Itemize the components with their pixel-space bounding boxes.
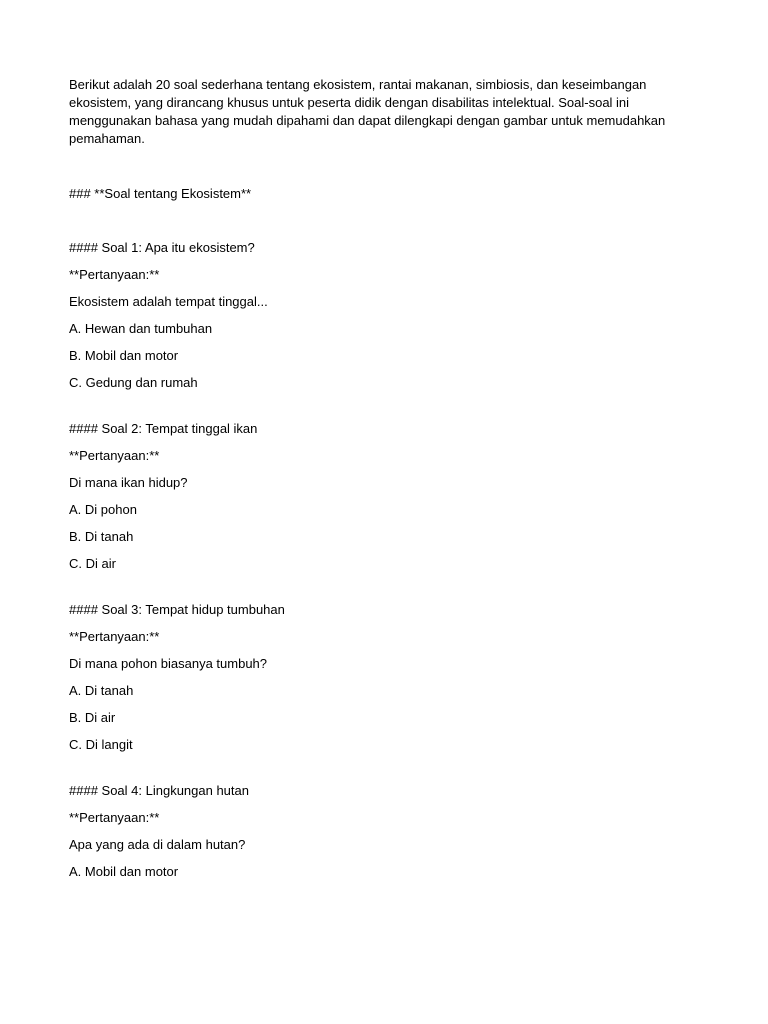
answer-option: A. Hewan dan tumbuhan (69, 321, 213, 336)
answer-options (69, 320, 709, 392)
question-text: Apa yang ada di dalam hutan? (69, 837, 246, 852)
question-label: **Pertanyaan:** (69, 810, 160, 825)
question-block-2 (69, 420, 709, 573)
answer-options (69, 682, 709, 754)
question-heading: #### Soal 3: Tempat hidup tumbuhan (69, 602, 285, 617)
answer-option: A. Di pohon (69, 502, 137, 517)
answer-option: C. Di air (69, 556, 116, 571)
question-heading: #### Soal 2: Tempat tinggal ikan (69, 421, 258, 436)
question-heading: #### Soal 1: Apa itu ekosistem? (69, 240, 255, 255)
document-page (69, 76, 709, 909)
question-block-1 (69, 239, 709, 392)
answer-option: A. Mobil dan motor (69, 864, 179, 879)
answer-option: A. Di tanah (69, 683, 134, 698)
section-heading: ### **Soal tentang Ekosistem** (69, 186, 252, 201)
answer-options (69, 863, 709, 881)
answer-option: C. Di langit (69, 737, 133, 752)
question-text: Di mana pohon biasanya tumbuh? (69, 656, 268, 671)
question-heading: #### Soal 4: Lingkungan hutan (69, 783, 249, 798)
answer-option: B. Di tanah (69, 529, 134, 544)
question-label: **Pertanyaan:** (69, 629, 160, 644)
question-label: **Pertanyaan:** (69, 448, 160, 463)
question-label: **Pertanyaan:** (69, 267, 160, 282)
question-text: Di mana ikan hidup? (69, 475, 188, 490)
answer-option: B. Di air (69, 710, 116, 725)
answer-option: C. Gedung dan rumah (69, 375, 198, 390)
answer-option: B. Mobil dan motor (69, 348, 179, 363)
question-text: Ekosistem adalah tempat tinggal... (69, 294, 268, 309)
answer-options (69, 501, 709, 573)
question-block-3 (69, 601, 709, 754)
question-block-4 (69, 782, 709, 881)
intro-paragraph: Berikut adalah 20 soal sederhana tentang ekosistem, rantai makanan, simbiosis, dan keseimbangan ekosistem, yang dirancang khusus untuk peserta didik dengan disabilitas intelektual. Soal-soal ini menggunakan bahasa yang mudah dipahami dan dapat dilengkapi dengan gambar untuk memudahkan pemahaman. (69, 77, 666, 146)
